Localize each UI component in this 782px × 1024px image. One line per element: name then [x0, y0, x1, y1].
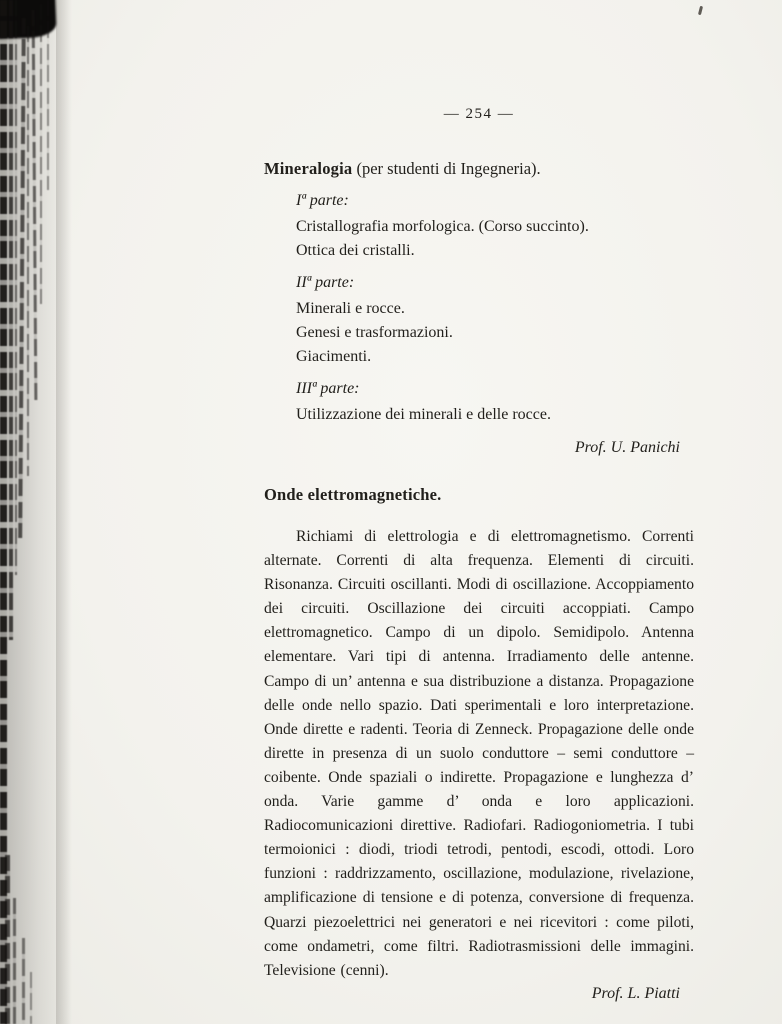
- scan-speck: [698, 6, 703, 15]
- page-number: — 254 —: [443, 106, 515, 122]
- scan-binding-streak: [15, 0, 17, 575]
- scan-binding-streak: [18, 18, 26, 538]
- signature-piatti: Prof. L. Piatti: [591, 984, 680, 1002]
- course-subtitle: (per studenti di Ingegneria).: [352, 159, 541, 178]
- part1-line: Cristallografia morfologica. (Corso succinto).: [296, 218, 589, 235]
- scan-binding-streak: [22, 938, 25, 1024]
- part3-label: IIIª parte:: [296, 380, 360, 397]
- scan-binding-streak: [9, 0, 13, 640]
- scan-binding-streak: [0, 0, 7, 1024]
- binding-edge-shadow: [0, 0, 70, 1024]
- course-title: Mineralogia: [264, 159, 353, 178]
- scan-binding-streak: [13, 898, 16, 1024]
- page-content: [264, 106, 694, 1003]
- scan-ink-blob: [0, 0, 57, 39]
- part2-line: Minerali e rocce.: [296, 300, 405, 317]
- course-description: Richiami di elettrologia e di elettromagnetismo. Correnti alternate. Correnti di alta frequenza. Elementi di circuiti. Risonanza. Circuiti oscillanti. Modi di oscillazione. Accoppiamento dei circuiti. Oscillazione dei circuiti accoppiati. Campo elettromagnetico. Campo di un dipolo. Semidipolo. Antenna elementare. Vari tipi di antenna. Irradiamento delle antenne. Campo di un’ antenna e sua distribuzione a distanza. Propagazione delle onde nello spazio. Dati sperimentali e loro interpretazione. Onde dirette e radenti. Teoria di Zenneck. Propagazione delle onde dirette in presenza di un suolo conduttore – semi conduttore – coibente. Onde spaziali o indirette. Propagazione e lunghezza d’ onda. Varie gamme d’ onda e loro applicazioni. Radiocomunicazioni direttive. Radiofari. Radiogoniometria. I tubi termoionici : diodi, triodi tetrodi, pentodi, escodi, ottodi. Loro funzioni : raddrizzamento, oscillazione, modulazione, rivelazione, amplificazione di tensione e di potenza, conversione di frequenza. Quarzi piezoelettrici nei generatori e nei ricevitori : come piloti, come ondametri, come filtri. Radiotrasmissioni delle immagini. Televisione (cenni).: [264, 528, 694, 979]
- scan-binding-streak: [32, 10, 38, 400]
- course-heading-mineralogia: [264, 159, 694, 179]
- part2-line: Genesi e trasformazioni.: [296, 324, 453, 341]
- scan-binding-streak: [27, 26, 29, 476]
- part1-label: Iª parte:: [296, 192, 349, 209]
- scan-binding-streak: [40, 4, 42, 304]
- part2-label: IIª parte:: [296, 274, 355, 291]
- part2-line: Giacimenti.: [296, 348, 372, 365]
- page-gutter-shadow: [56, 0, 72, 1024]
- scan-binding-streak: [30, 972, 32, 1024]
- course-heading-onde: Onde elettromagnetiche.: [264, 485, 442, 504]
- part3-line: Utilizzazione dei minerali e delle rocce.: [296, 406, 551, 423]
- signature-panichi: Prof. U. Panichi: [574, 439, 680, 456]
- scan-binding-streak: [5, 855, 10, 1024]
- scan-binding-streak: [47, 0, 49, 190]
- part1-line: Ottica dei cristalli.: [296, 242, 415, 259]
